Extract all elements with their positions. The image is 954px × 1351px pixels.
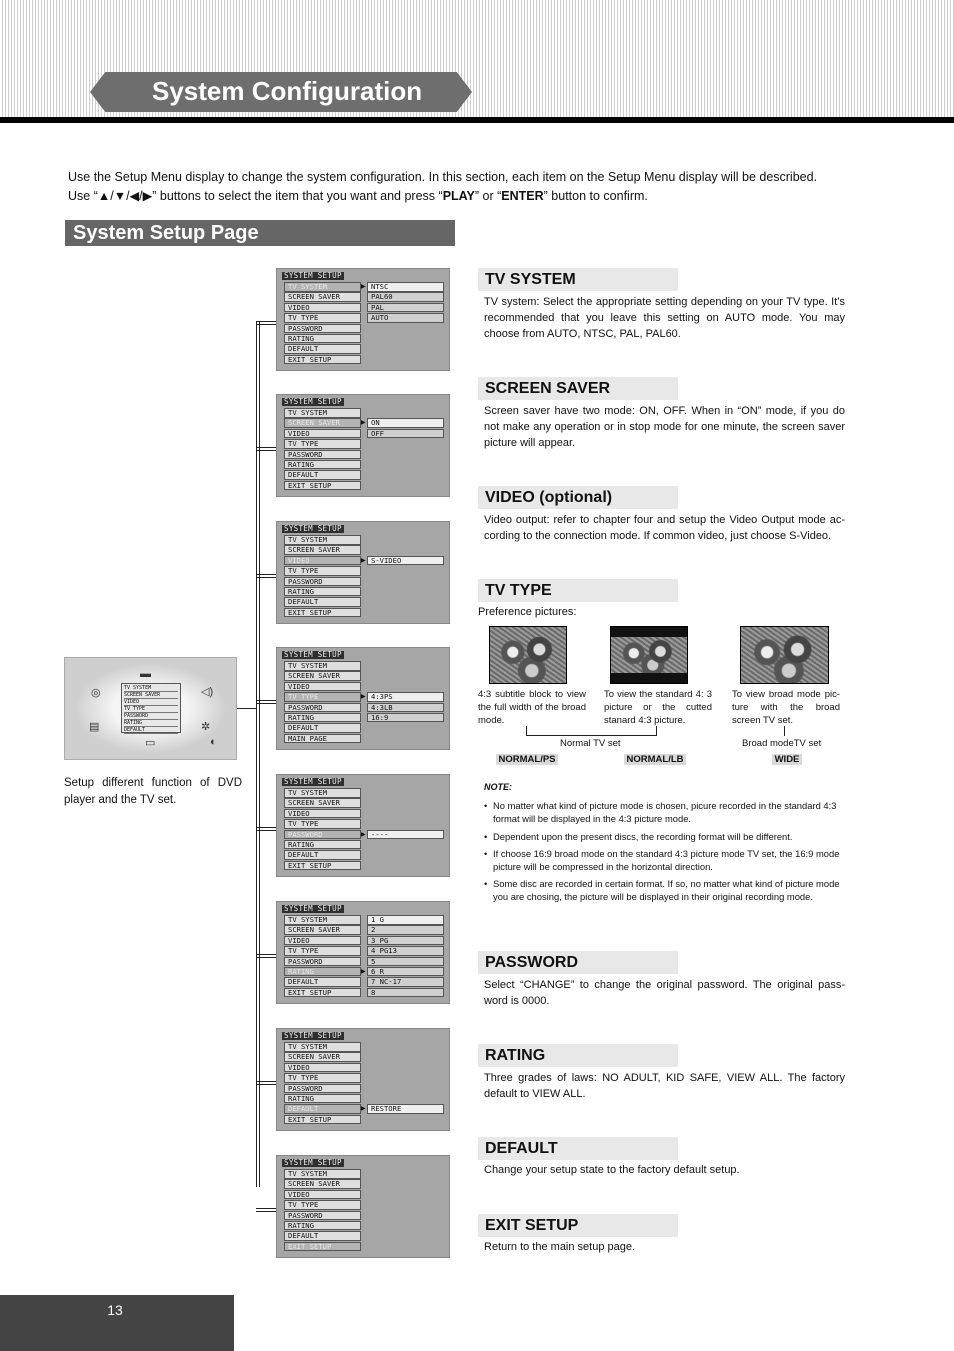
exit-setup-body: Return to the main setup page. [484, 1241, 636, 1253]
tv-system-title: TV SYSTEM [485, 271, 576, 288]
setup-screen [276, 647, 450, 750]
osd-options [367, 830, 444, 840]
osd-options [367, 556, 444, 566]
osd-menu-item: VIDEO [284, 936, 361, 946]
osd-title: SYSTEM SETUP [284, 397, 342, 406]
lb-picture [610, 626, 688, 684]
note-item: • If choose 16:9 broad mode on the standard 4:3 picture mode TV set, the 16:9 mode picture will be compressed in the horizontal direction. [484, 848, 840, 872]
connector [256, 1084, 276, 1085]
osd-menu-item: TV TYPE [284, 1200, 361, 1210]
osd-option: 5 [367, 957, 444, 967]
video-title: VIDEO (optional) [485, 489, 613, 506]
page-title: System Configuration [152, 76, 423, 106]
osd-options [367, 915, 444, 998]
note-item: • Dependent upon the present discs, the recording format will be different. [484, 831, 793, 842]
camera-icon: ▬ [140, 668, 151, 680]
rating-body: Three grades of laws: NO ADULT, KID SAFE, VIEW ALL. The factory default to VIEW ALL. [484, 1072, 845, 1101]
osd-menu-item: EXIT SETUP [284, 608, 361, 618]
osd-option: 4:3LB [367, 703, 444, 713]
connector [256, 450, 276, 451]
osd-menu-item: TV SYSTEM [284, 661, 361, 671]
main-menu-caption: Setup different function of DVD player and the TV set. [64, 777, 242, 806]
osd-menu-item: PASSWORD [284, 957, 361, 967]
osd-menu-item: SCREEN SAVER [284, 671, 361, 681]
osd-menu-item: TV TYPE [284, 819, 361, 829]
note-item: • Some disc are recorded in certain format. If so, no matter what kind of picture mode you are chosing, the picture will be displayed in their original recording mode. [484, 878, 840, 902]
osd-option: 2 [367, 925, 444, 935]
osd-option: OFF [367, 429, 444, 439]
osd-menu-item: SCREEN SAVER [284, 418, 361, 428]
mode-wide: WIDE [772, 754, 802, 765]
osd-menu-item: DEFAULT [284, 1104, 361, 1114]
speaker-icon: ◁) [201, 686, 214, 698]
password-title: PASSWORD [485, 954, 579, 971]
osd-option: 16:9 [367, 713, 444, 723]
rating-title: RATING [485, 1047, 546, 1064]
osd-option: 1 G [367, 915, 444, 925]
tv-type-pref: Preference pictures: [478, 606, 577, 618]
screen-saver-body: Screen saver have two mode: ON, OFF. When in “ON” mode, if you do not make any operation or in stop mode for one minute, the screen saver picture will appear. [484, 405, 845, 450]
exit-setup-title: EXIT SETUP [485, 1217, 579, 1234]
bracket [784, 726, 785, 736]
setup-screen [276, 394, 450, 497]
osd-options [367, 282, 444, 324]
osd-menu-item: MAIN PAGE [284, 734, 361, 744]
mode-normal-ps: NORMAL/PS [496, 754, 558, 765]
osd-menu-item: SCREEN SAVER [284, 292, 361, 302]
osd-option: 4:3PS [367, 692, 444, 702]
osd-menu-item: DEFAULT [284, 977, 361, 987]
osd-option: 4 PG13 [367, 946, 444, 956]
osd-menu-item: VIDEO [284, 429, 361, 439]
osd-menu [284, 1169, 361, 1252]
osd-options [367, 1104, 444, 1114]
setup-screen [276, 1155, 450, 1258]
connector [256, 954, 276, 955]
osd-menu-item: EXIT SETUP [284, 988, 361, 998]
osd-menu-item: PASSWORD [284, 324, 361, 334]
osd-menu-item: VIDEO [284, 809, 361, 819]
osd-menu-item: TV SYSTEM [284, 282, 361, 292]
osd-menu-item: TV TYPE [284, 692, 361, 702]
connector [256, 1081, 276, 1082]
osd-option: 7 NC-17 [367, 977, 444, 987]
connector [256, 830, 276, 831]
osd-menu-item: TV SYSTEM [284, 788, 361, 798]
osd-menu-item: SCREEN SAVER [284, 1179, 361, 1189]
osd-option: PAL60 [367, 292, 444, 302]
osd-menu-item: RATING [284, 460, 361, 470]
osd-menu-item: TV SYSTEM [284, 408, 361, 418]
default-body: Change your setup state to the factory default setup. [484, 1164, 740, 1176]
osd-menu-item: VIDEO [284, 303, 361, 313]
note-item: • No matter what kind of picture mode is chosen, picure recorded in the standard 4:3 format will be displayed in the 4:3 picture mode. [484, 800, 837, 824]
osd-menu-item: DEFAULT [284, 344, 361, 354]
video-body: Video output: refer to chapter four and setup the Video Output mode ac-cording to the connection mode. If common video, just choose S-Video. [484, 514, 845, 543]
osd-menu-item: EXIT SETUP [284, 1242, 361, 1252]
setup-screen [276, 521, 450, 624]
osd-title: SYSTEM SETUP [284, 904, 342, 913]
osd-menu-item: DEFAULT [284, 850, 361, 860]
connector [256, 574, 276, 575]
osd-menu-item: RATING [284, 967, 361, 977]
connector [256, 1211, 276, 1212]
broad-tv-label: Broad modeTV set [742, 738, 822, 749]
osd-menu-item: TV TYPE [284, 566, 361, 576]
main-menu-item: DEFAULT [124, 727, 178, 734]
setup-screen [276, 1028, 450, 1131]
osd-menu-item: PASSWORD [284, 703, 361, 713]
osd-menu-item: DEFAULT [284, 470, 361, 480]
main-menu-item: TV SYSTEM [124, 685, 178, 692]
osd-menu [284, 408, 361, 491]
osd-menu-item: TV TYPE [284, 946, 361, 956]
setup-screen [276, 901, 450, 1004]
osd-option: ---- [367, 830, 444, 840]
connector [256, 447, 276, 448]
osd-menu [284, 282, 361, 365]
connector [256, 577, 276, 578]
osd-menu-item: RATING [284, 1094, 361, 1104]
disc-icon: ◎ [91, 687, 101, 699]
osd-menu-item: TV TYPE [284, 439, 361, 449]
osd-menu-item: VIDEO [284, 556, 361, 566]
section-heading: System Setup Page [73, 222, 259, 244]
wide-caption: To view broad mode pic-ture with the broad screen TV set. [732, 689, 840, 726]
main-menu-item: PASSWORD [124, 713, 178, 720]
osd-menu-item: PASSWORD [284, 1211, 361, 1221]
osd-menu-item: VIDEO [284, 682, 361, 692]
osd-title: SYSTEM SETUP [284, 777, 342, 786]
osd-options [367, 418, 444, 439]
intro-line-2: Use “▲/▼/◀/▶” buttons to select the item that you want and press “PLAY” or “ENTER” button to confirm. [68, 189, 648, 203]
ps-caption: 4:3 subtitle block to view the full width of the broad mode. [478, 689, 586, 726]
main-menu-item: SCREEN SAVER [124, 692, 178, 699]
osd-menu-item: TV SYSTEM [284, 1042, 361, 1052]
osd-option: RESTORE [367, 1104, 444, 1114]
wide-picture [740, 626, 829, 684]
note-title: NOTE: [484, 782, 512, 792]
osd-option: NTSC [367, 282, 444, 292]
osd-option: 8 [367, 988, 444, 998]
ps-picture [489, 626, 567, 684]
monitor-icon: ▭ [145, 737, 156, 749]
osd-title: SYSTEM SETUP [284, 271, 342, 280]
osd-menu-item: TV SYSTEM [284, 915, 361, 925]
osd-title: SYSTEM SETUP [284, 524, 342, 533]
connector [237, 708, 257, 709]
osd-options [367, 692, 444, 723]
header-rule [0, 117, 954, 123]
connector [256, 957, 276, 958]
osd-option: ON [367, 418, 444, 428]
osd-menu [284, 1042, 361, 1125]
osd-menu-item: SCREEN SAVER [284, 798, 361, 808]
osd-menu-item: RATING [284, 840, 361, 850]
osd-menu-item: SCREEN SAVER [284, 545, 361, 555]
book-icon: ▤ [89, 721, 100, 733]
main-menu-item: TV TYPE [124, 706, 178, 713]
osd-menu-item: PASSWORD [284, 1084, 361, 1094]
osd-arrow-icon: ▶ [361, 1106, 366, 1113]
setup-screen [276, 268, 450, 371]
osd-option: AUTO [367, 313, 444, 323]
osd-menu-item: DEFAULT [284, 597, 361, 607]
osd-menu-item: SCREEN SAVER [284, 925, 361, 935]
osd-title: SYSTEM SETUP [284, 1158, 342, 1167]
page-number: 13 [107, 1302, 123, 1318]
osd-option: PAL [367, 303, 444, 313]
osd-menu-item: TV TYPE [284, 1073, 361, 1083]
normal-tv-label: Normal TV set [560, 738, 621, 749]
osd-option: S-VIDEO [367, 556, 444, 566]
tv-system-body: TV system: Select the appropriate setting depending on your TV type. It’s recommended that you leave this setting on AUTO mode. You may choose from AUTO, NTSC, PAL, PAL60. [484, 296, 845, 341]
main-menu-item: VIDEO [124, 699, 178, 706]
connector [256, 703, 276, 704]
osd-menu-item: TV SYSTEM [284, 535, 361, 545]
tv-type-title: TV TYPE [485, 582, 552, 599]
osd-title: SYSTEM SETUP [284, 650, 342, 659]
osd-arrow-icon: ▶ [361, 284, 366, 290]
osd-menu-item: VIDEO [284, 1063, 361, 1073]
lb-caption: To view the standard 4: 3 picture or the cutted stanard 4:3 picture. [604, 689, 712, 726]
main-menu-list [121, 683, 181, 733]
gear-icon: ✲ [201, 721, 211, 733]
osd-arrow-icon: ▶ [361, 969, 366, 975]
osd-menu-item: RATING [284, 713, 361, 723]
osd-menu-item: DEFAULT [284, 723, 361, 733]
osd-arrow-icon: ▶ [361, 694, 366, 701]
screen-saver-title: SCREEN SAVER [485, 380, 611, 397]
default-title: DEFAULT [485, 1140, 558, 1157]
connector [256, 1208, 276, 1209]
osd-menu-item: EXIT SETUP [284, 481, 361, 491]
osd-menu-item: EXIT SETUP [284, 355, 361, 365]
connector [256, 321, 276, 322]
connector [256, 700, 276, 701]
password-body: Select “CHANGE” to change the original password. The original pass-word is 0000. [484, 979, 845, 1008]
osd-menu-item: PASSWORD [284, 577, 361, 587]
connector [256, 827, 276, 828]
bracket [526, 735, 657, 736]
osd-menu-item: EXIT SETUP [284, 1115, 361, 1125]
setup-screen [276, 774, 450, 877]
osd-menu [284, 915, 361, 998]
mode-normal-lb: NORMAL/LB [624, 754, 686, 765]
osd-menu-item: RATING [284, 1221, 361, 1231]
osd-arrow-icon: ▶ [361, 831, 366, 838]
osd-menu-item: RATING [284, 587, 361, 597]
connector [256, 324, 276, 325]
osd-menu [284, 661, 361, 744]
osd-menu-item: RATING [284, 334, 361, 344]
main-menu-item: RATING [124, 720, 178, 727]
osd-option: 3 PG [367, 936, 444, 946]
osd-arrow-icon: ▶ [361, 557, 366, 564]
osd-arrow-icon: ▶ [361, 420, 366, 427]
osd-option: 6 R [367, 967, 444, 977]
osd-menu-item: SCREEN SAVER [284, 1052, 361, 1062]
intro-line-1: Use the Setup Menu display to change the system configuration. In this section, each item on the Setup Menu display will be described. [68, 170, 818, 184]
osd-menu-item: TV TYPE [284, 313, 361, 323]
osd-menu [284, 788, 361, 871]
main-menu-image [64, 657, 237, 760]
osd-menu-item: DEFAULT [284, 1231, 361, 1241]
exit-icon: ◐ [210, 736, 217, 748]
osd-menu-item: EXIT SETUP [284, 861, 361, 871]
osd-menu-item: VIDEO [284, 1190, 361, 1200]
osd-title: SYSTEM SETUP [284, 1031, 342, 1040]
osd-menu-item: TV SYSTEM [284, 1169, 361, 1179]
osd-menu-item: PASSWORD [284, 830, 361, 840]
osd-menu-item: PASSWORD [284, 450, 361, 460]
osd-menu [284, 535, 361, 618]
